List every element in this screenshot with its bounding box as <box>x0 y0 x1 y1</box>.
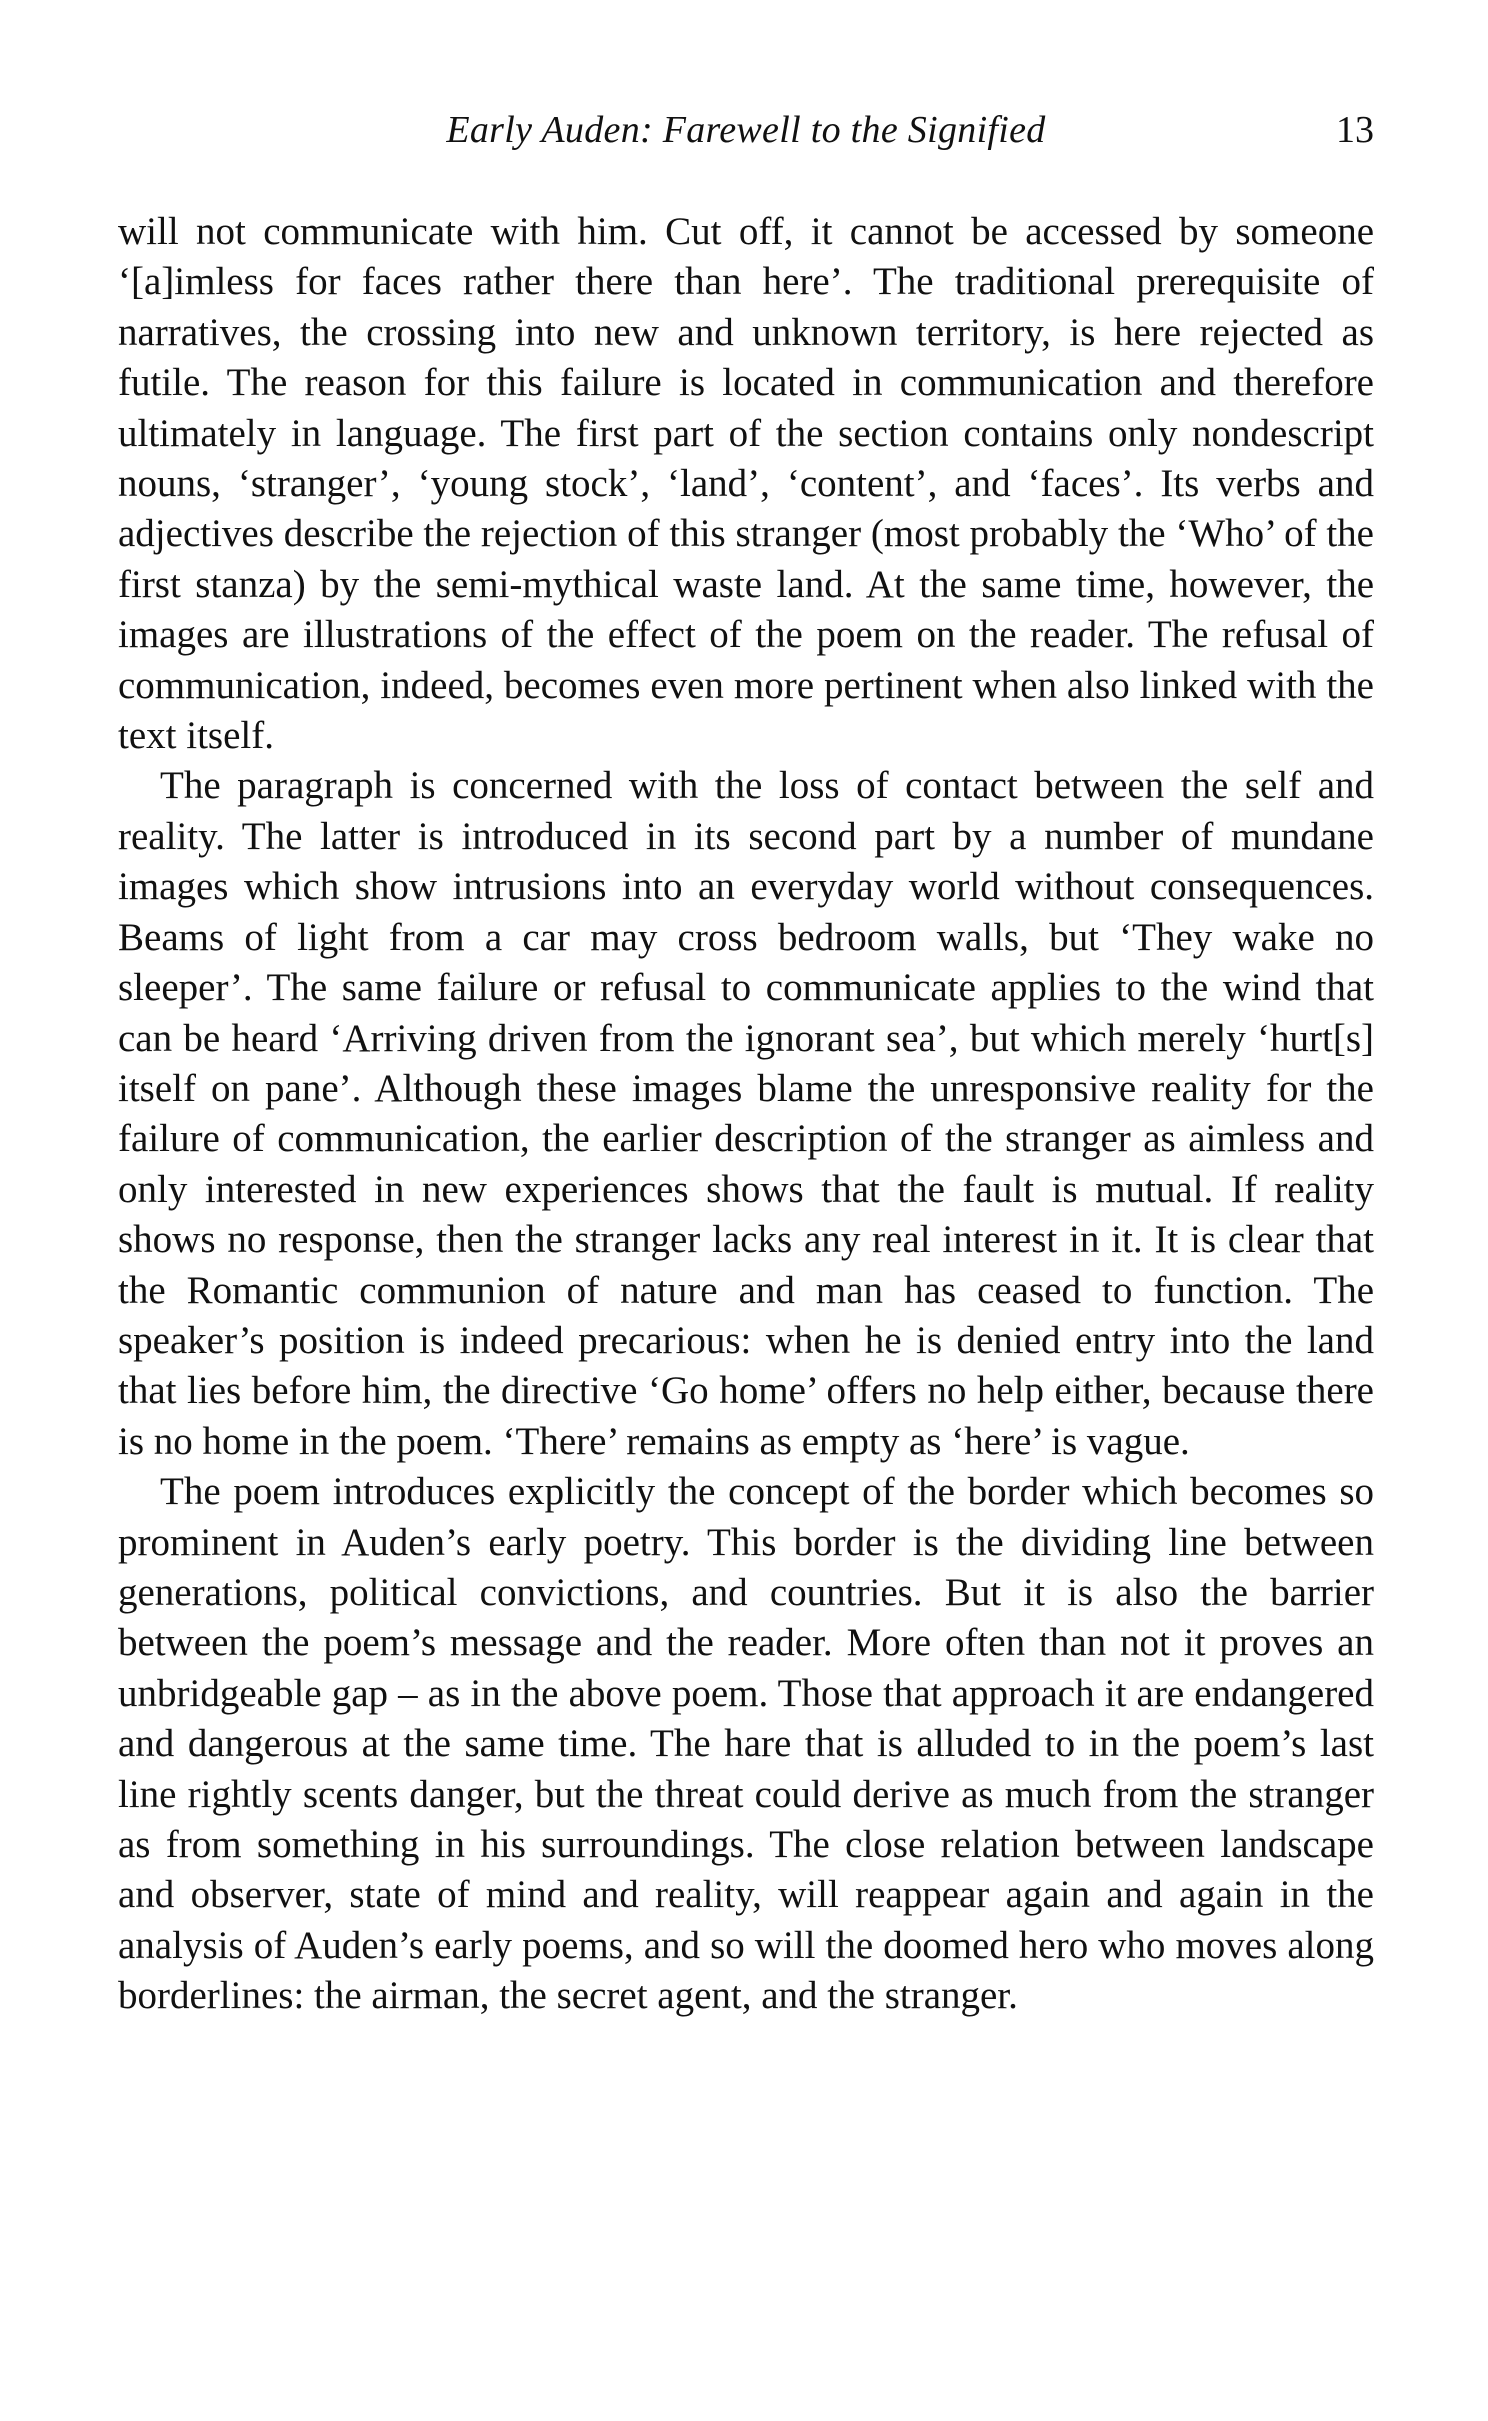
paragraph-reality: The paragraph is concerned with the loss of contact between the self and reality. The latter is introduced in its second part by a number of mundane images which show intrusions into an everyday world without consequences. Beams of light from a car may cross bedroom walls, but ‘They wake no sleeper’. The same failure or refusal to communicate applies to the wind that can be heard ‘Arriving driven from the ignorant sea’, but which merely ‘hurt[s] itself on pane’. Although these images blame the unresponsive reality for the failure of communication, the earlier description of the stranger as aimless and only interested in new experiences shows that the fault is mutual. If reality shows no response, then the stranger lacks any real interest in it. It is clear that the Romantic communion of nature and man has ceased to function. The speaker’s position is indeed precarious: when he is denied entry into the land that lies before him, the directive ‘Go home’ offers no help either, because there is no home in the poem. ‘There’ remains as empty as ‘here’ is vague. <box>118 764 1374 1463</box>
paragraph-continued: will not communicate with him. Cut off, it cannot be accessed by someone ‘[a]imless for faces rather there than here’. The traditional prerequisite of narratives, the crossing into new and unknown territory, is here rejected as futile. The reason for this failure is located in communication and therefore ultimately in language. The first part of the section contains only nondescript nouns, ‘stranger’, ‘young stock’, ‘land’, ‘content’, and ‘faces’. Its verbs and adjectives describe the rejection of this stranger (most probably the ‘Who’ of the first stanza) by the semi-mythical waste land. At the same time, however, the images are illustrations of the effect of the poem on the reader. The refusal of communication, indeed, becomes even more pertinent when also linked with the text itself. <box>118 210 1374 758</box>
paragraph-border: The poem introduces explicitly the concept of the border which becomes so prominent in Auden’s early poetry. This border is the dividing line between generations, political convictions, and countries. But it is also the barrier between the poem’s message and the reader. More often than not it proves an unbridgeable gap – as in the above poem. Those that approach it are endangered and dangerous at the same time. The hare that is alluded to in the poem’s last line rightly scents danger, but the threat could derive as much from the stranger as from something in his surroundings. The close relation between landscape and observer, state of mind and reality, will reappear again and again in the analysis of Auden’s early poems, and so will the doomed hero who moves along borderlines: the airman, the secret agent, and the stranger. <box>118 1470 1374 2018</box>
page-number: 13 <box>1336 109 1374 151</box>
body-text <box>118 207 1374 2022</box>
running-head <box>118 108 1374 158</box>
running-title: Early Auden: Farewell to the Signified <box>446 109 1046 151</box>
